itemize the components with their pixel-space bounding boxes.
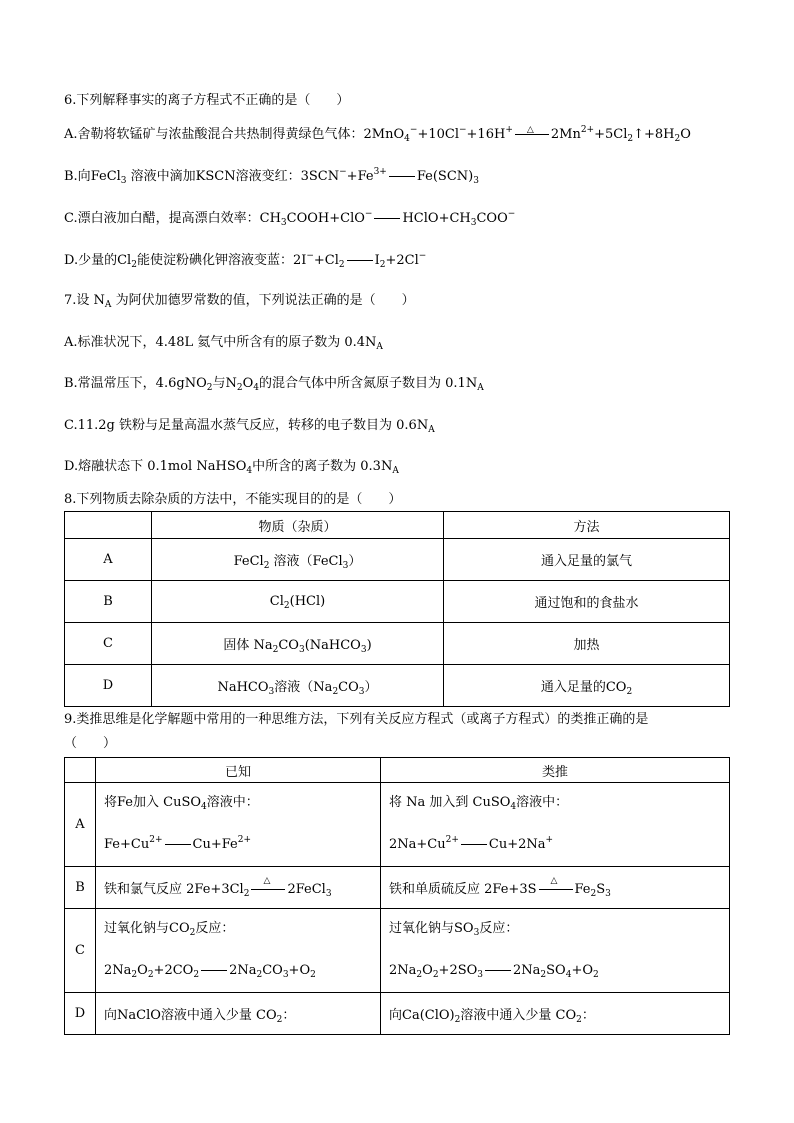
table-header-row xyxy=(65,758,730,783)
table-row: C 过氧化钠与$CO_2$反应： $2Na_2O_2+2CO_2$ $2Na_2CO_3+O_2$ 过氧化钠与$SO_3$反应： $2Na_2O_2+2SO_3$ $2Na_2SO_4+O_2$ xyxy=(65,909,730,993)
q6-option-d: D.少量的$Cl_2$能使淀粉碘化钾溶液变蓝：$2I^-+Cl_2$ $I_2+2Cl^-$ xyxy=(64,251,427,270)
table-row: A 将Fe加入 CuSO$_4$溶液中： $Fe+Cu^{2+}$ $Cu+Fe^{2+}$ 将 Na 加入到 CuSO$_4$溶液中： $2Na+Cu^{2+}$ Cu+2Na+ xyxy=(65,783,730,867)
q7-option-b: B.常温常压下，4.6gNO$_2$与$N_2O_4$的混合气体中所含氮原子数目为 $0.1N_A$ xyxy=(64,376,484,393)
q8-stem: 8.下列物质去除杂质的方法中，不能实现目的的是（ ） xyxy=(64,492,402,507)
table-row: B 铁和氯气反应 $2Fe+3Cl_2\triangle$ 2FeCl$_3$ 铁和单质硫反应 2Fe+3S△ $Fe_2S_3$ xyxy=(65,867,730,909)
equals-line-icon xyxy=(347,260,373,261)
q7-option-c: C.11.2g 铁粉与足量高温水蒸气反应，转移的电子数目为 $0.6N_A$ xyxy=(64,418,435,435)
q7-option-a: A.标准状况下，4.48L 氦气中所含有的原子数为 $0.4N_A$ xyxy=(64,335,383,352)
equals-line-icon xyxy=(374,218,400,219)
q6-option-b: B.向FeCl$_3$ 溶液中滴加KSCN溶液变红：$3SCN^-+Fe^{3+}$ $Fe(SCN)_3$ xyxy=(64,167,479,186)
equals-line-icon xyxy=(389,176,415,177)
q7-option-d: D.熔融状态下 0.1mol NaHSO$_4$中所含的离子数为 $0.3N_A$ xyxy=(64,459,399,476)
heat-arrow-icon xyxy=(515,134,549,135)
table-row: C 固体 $Na_2CO_3(NaHCO_3)$ 加热 xyxy=(65,623,730,665)
table-row: B $Cl_2(HCl)$ 通过饱和的食盐水 xyxy=(65,581,730,623)
table-row: D 向NaClO溶液中通入少量 $CO_2$： 向$Ca(ClO)_2$溶液中通入少量 $CO_2$： xyxy=(65,993,730,1035)
header-method: 方法 xyxy=(444,512,730,539)
q7-stem: 7.设 $N_A$ 为阿伏加德罗常数的值，下列说法正确的是（ ） xyxy=(64,293,415,310)
table-row: A FeCl$_2$ 溶液（FeCl$_3$） 通入足量的氯气 xyxy=(65,539,730,581)
q9-stem: 9.类推思维是化学解题中常用的一种思维方法，下列有关反应方程式（或离子方程式）的类推正确的是 xyxy=(64,712,649,727)
q6-option-a: A.舍勒将软锰矿与浓盐酸混合共热制得黄绿色气体：2MnO$_4$−+10Cl−+16H+△ $2Mn^{2+}+5Cl_2↑+8H_2O$ xyxy=(64,126,691,144)
header-infer: 类推 xyxy=(381,758,730,783)
table-row: D NaHCO$_3$溶液$(Na_2CO_3)$ 通入足量的$CO_2$ xyxy=(65,665,730,707)
header-substance: 物质（杂质） xyxy=(152,512,444,539)
q6-option-c: C.漂白液加白醋，提高漂白效率：$CH_3COOH+ClO^-$ $HClO+CH_3COO^-$ xyxy=(64,209,516,228)
q8-table xyxy=(64,511,730,707)
header-known: 已知 xyxy=(96,758,381,783)
table-header-row xyxy=(65,512,730,539)
q6-stem: 6.下列解释事实的离子方程式不正确的是（ ） xyxy=(64,93,350,108)
q9-table xyxy=(64,757,730,1035)
q9-stem-tail: （ ） xyxy=(64,736,117,751)
